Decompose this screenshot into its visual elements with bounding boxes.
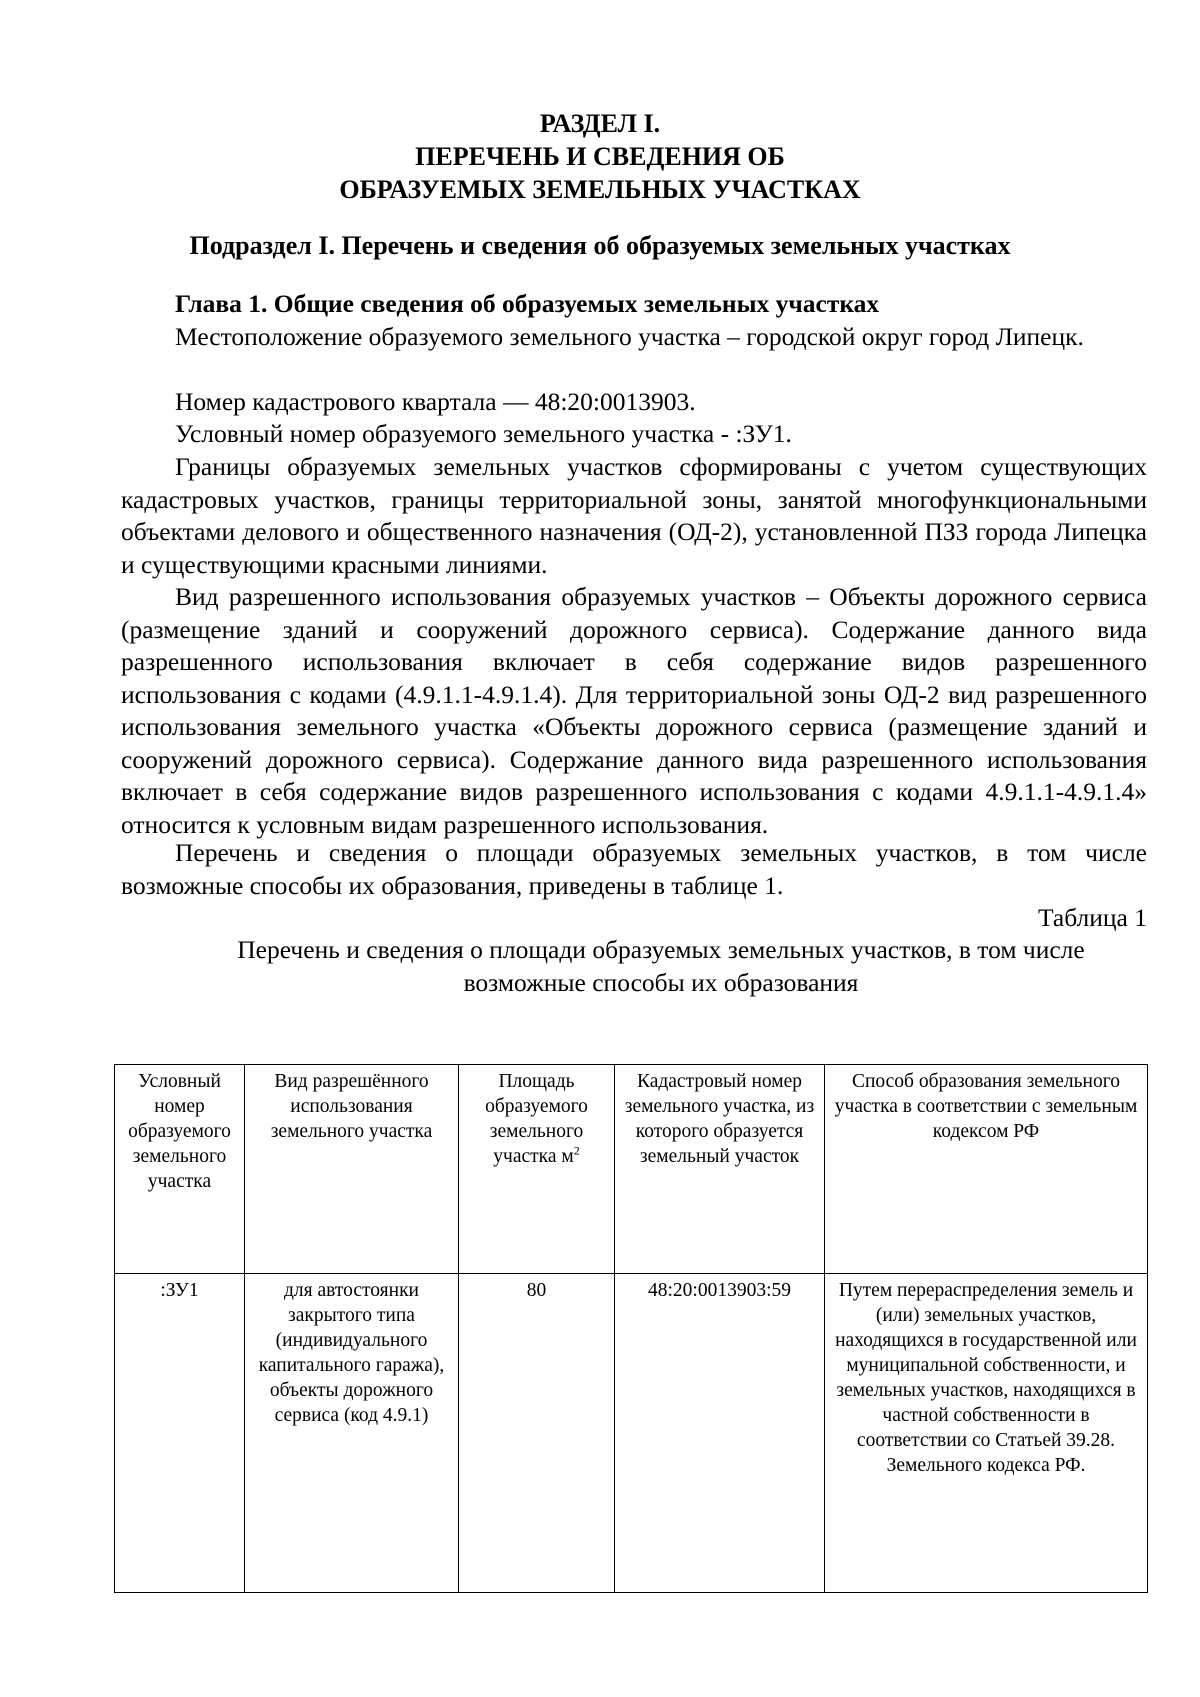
table-label: Таблица 1 <box>1037 903 1147 932</box>
cell-formation-method: Путем перераспределения земель и (или) земельных участков, находящихся в государственной или муниципальной собственности, и земельных участков, находящихся в частной собственности в соответствии со Статьей 39.28. Земельного кодекса РФ. <box>825 1274 1148 1593</box>
land-plots-table <box>114 1064 1148 1593</box>
header-formation-method: Способ образования земельного участка в соответствии с земельным кодексом РФ <box>825 1065 1148 1274</box>
table-header-row <box>115 1065 1148 1274</box>
subsection-title: Подраздел I. Перечень и сведения об образуемых земельных участках <box>189 231 1011 260</box>
header-permitted-use: Вид разрешённого использования земельного участка <box>245 1065 459 1274</box>
table-caption: Перечень и сведения о площади образуемых земельных участков, в том числе возможные способы их образования <box>237 935 1085 997</box>
cell-conditional-number: :ЗУ1 <box>115 1274 245 1593</box>
section-title-line2: ПЕРЕЧЕНЬ И СВЕДЕНИЯ ОБ <box>415 142 785 171</box>
paragraph-location: Местоположение образуемого земельного участка – городской округ город Липецк. <box>175 322 1084 351</box>
paragraph-boundaries: Границы образуемых земельных участков сформированы с учетом существующих кадастровых участков, границы территориальной зоны, занятой многофункциональными объектами делового и общественного назначения (ОД-2), установленной ПЗЗ города Липецка и существующими красными линиями. <box>121 452 1147 579</box>
header-conditional-number: Условный номер образуемого земельного участка <box>115 1065 245 1274</box>
section-title-line3: ОБРАЗУЕМЫХ ЗЕМЕЛЬНЫХ УЧАСТКАХ <box>339 175 861 204</box>
paragraph-permitted-use: Вид разрешенного использования образуемых участков – Объекты дорожного сервиса (размещение зданий и сооружений дорожного сервиса). Содержание данного вида разрешенного использования включает в себя содержание видов разрешенного использования с кодами (4.9.1.1-4.9.1.4). Для территориальной зоны ОД-2 вид разрешенного использования земельного участка «Объекты дорожного сервиса (размещение зданий и сооружений дорожного сервиса). Содержание данного вида разрешенного использования включает в себя содержание видов разрешенного использования с кодами 4.9.1.1-4.9.1.4» относится к условным видам разрешенного использования. <box>121 582 1147 839</box>
paragraph-conditional-number: Условный номер образуемого земельного участка - :ЗУ1. <box>175 419 792 448</box>
cell-area: 80 <box>459 1274 615 1593</box>
table-row <box>115 1274 1148 1593</box>
chapter-title: Глава 1. Общие сведения об образуемых земельных участках <box>175 289 880 318</box>
header-cadastral-number: Кадастровый номер земельного участка, из которого образуется земельный участок <box>615 1065 825 1274</box>
section-title-line1: РАЗДЕЛ I. <box>539 109 661 138</box>
cell-permitted-use: для автостоянки закрытого типа (индивидуального капитального гаража), объекты дорожного сервиса (код 4.9.1) <box>245 1274 459 1593</box>
header-area-text: Площадь образуемого земельного участка м <box>485 1071 588 1167</box>
paragraph-cadastral-quarter: Номер кадастрового квартала — 48:20:0013903. <box>175 387 696 416</box>
header-area-superscript: 2 <box>573 1143 580 1158</box>
header-area <box>459 1065 615 1274</box>
cell-cadastral-number: 48:20:0013903:59 <box>615 1274 825 1593</box>
paragraph-table-reference: Перечень и сведения о площади образуемых земельных участков, в том числе возможные способы их образования, приведены в таблице 1. <box>121 838 1147 900</box>
